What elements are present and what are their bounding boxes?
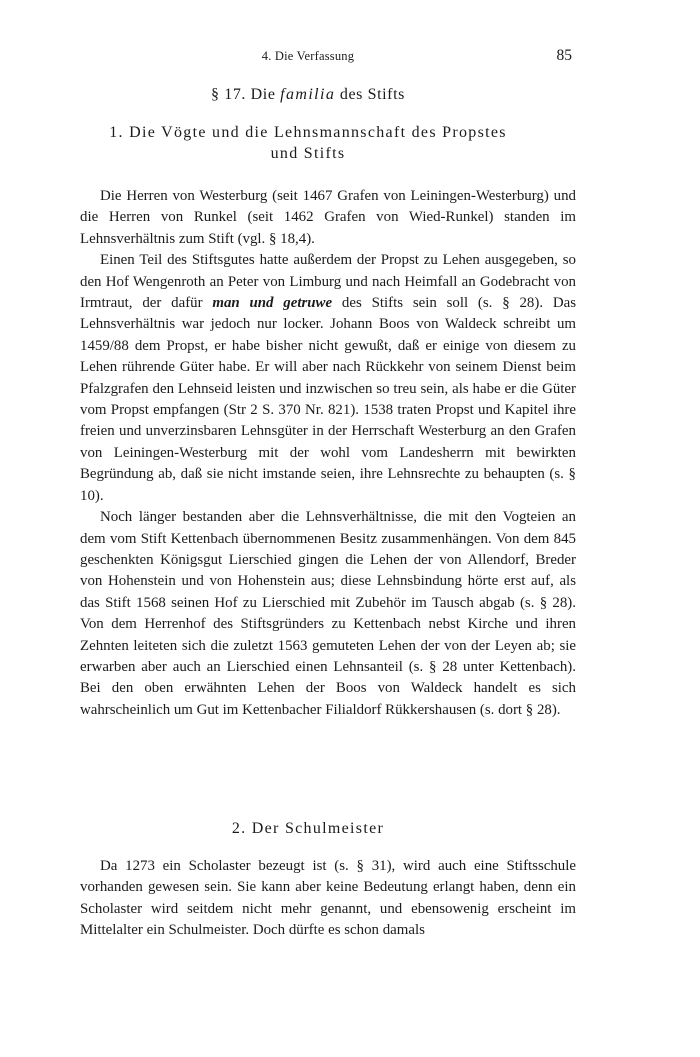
running-head-title: 4. Die Verfassung: [261, 49, 355, 63]
subsection-heading-line1: 1. Die Vögte und die Lehnsmannschaft des Propstes: [109, 124, 507, 141]
section-title-prefix: § 17. Die: [211, 86, 281, 103]
subsection-heading-line: 2. Der Schulmeister: [231, 820, 385, 837]
section-title-italic: familia: [280, 86, 336, 103]
subsection-heading-line2: und Stifts: [270, 145, 346, 162]
subsection-body-vogte: [80, 186, 576, 721]
page-number: 85: [556, 47, 572, 64]
paragraph-text: des Stifts sein soll (s. § 28). Das Lehnsverhältnis war jedoch nur locker. Johann Boos von Waldeck schreibt um 1459/88 dem Propst, er habe bisher nicht gewußt, daß er einige von diesem zu Lehen rührende Güter habe. Er will aber nach Rückkehr von seinem Dienst beim Pfalzgrafen den Lehnseid leisten und inzwischen so treu sein, als habe er die Güter vom Propst empfangen (Str 2 S. 370 Nr. 821). 1538 traten Propst und Kapitel ihre freien und unverzinsbaren Lehnsgüter in der Herrschaft Westerburg an den Grafen von Leiningen-Westerburg mit der wohl vom Landesherrn mit bewirkten Begründung ab, daß sie nicht imstande seien, ihre Lehnsrechte zu behaupten (s. § 10).: [80, 295, 577, 504]
emphasized-phrase: man und getruwe: [212, 295, 333, 312]
running-head: [0, 47, 700, 67]
paragraph: Die Herren von Westerburg (seit 1467 Grafen von Leiningen-Westerburg) und die Herren von Runkel (seit 1462 Grafen von Wied-Runkel) standen im Lehnsverhältnis zum Stift (vgl. § 18,4).: [80, 188, 576, 247]
paragraph: Noch länger bestanden aber die Lehnsverhältnisse, die mit den Vogteien an dem vom Stift Kettenbach übernommenen Besitz zusammenhängen. Von dem 845 geschenkten Königsgut Lierschied gingen die Lehen der von Allendorf, Breder von Hohenstein und von Hohenstein aus; diese Lehnsbindung hörte erst auf, als das Stift 1568 seinen Hof zu Lierschied mit Zubehör im Tausch abgab (s. § 28). Von dem Herrenhof des Stiftsgründers zu Kettenbach nebst Kirche und ihren Zehnten leiteten sich die zuletzt 1563 gemuteten Lehen der von der Leyen ab; sie erwarben aber auch an Lierschied einen Lehnsanteil (s. § 28 unter Kettenbach). Bei den oben erwähnten Lehen der Boos von Waldeck handelt es sich wahrscheinlich um Gut im Kettenbacher Filialdorf Rükkershausen (s. dort § 28).: [80, 509, 576, 718]
paragraph: Da 1273 ein Scholaster bezeugt ist (s. § 31), wird auch eine Stiftsschule vorhanden gewesen sein. Sie kann aber keine Bedeutung erlangt haben, denn ein Scholaster wird seitdem nicht mehr genannt, und ebensowenig erscheint im Mittelalter ein Schulmeister. Doch dürfte es schon damals: [80, 858, 576, 939]
subsection-body-schulmeister: [80, 856, 576, 942]
subsection-heading-vogte: [0, 122, 616, 164]
section-title: [0, 86, 616, 104]
paragraph-text: Einen Teil des Stiftsgutes hatte außerdem der Propst zu Lehen ausgegeben, so den Hof Wengenroth an Peter von Limburg und nach Heimfall an Godebracht von Irmtraut, der dafür: [80, 252, 576, 312]
section-title-suffix: des Stifts: [335, 86, 405, 103]
subsection-heading-schulmeister: [0, 818, 616, 839]
paragraph: [80, 250, 576, 507]
